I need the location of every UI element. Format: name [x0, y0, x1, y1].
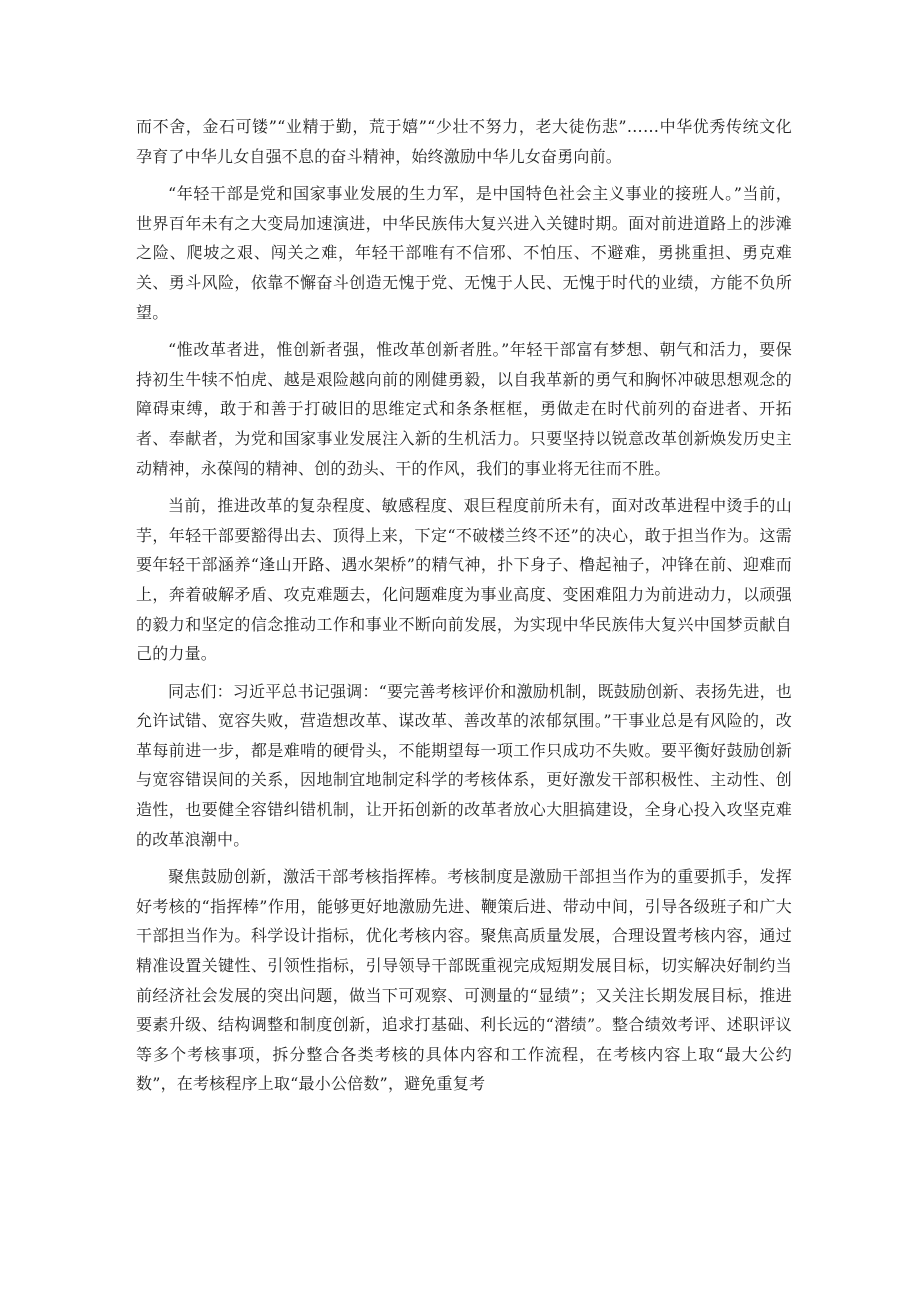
paragraph-5: 同志们：习近平总书记强调：“要完善考核评价和激励机制，既鼓励创新、表扬先进，也允许试错、宽容失败，营造想改革、谋改革、善改革的浓郁氛围。”干事业总是有风险的，改革每前进一步，都是难啃的硬骨头，不能期望每一项工作只成功不失败。要平衡好鼓励创新与宽容错误间的关系，因地制宜地制定科学的考核体系，更好激发干部积极性、主动性、创造性，也要健全容错纠错机制，让开拓创新的改革者放心大胆搞建设，全身心投入攻坚克难的改革浪潮中。 — [136, 681, 792, 849]
paragraph-3: “惟改革者进，惟创新者强，惟改革创新者胜。”年轻干部富有梦想、朝气和活力，要保持初生牛犊不怕虎、越是艰险越向前的刚健勇毅，以自我革新的勇气和胸怀冲破思想观念的障碍束缚，敢于和善于打破旧的思维定式和条条框框，勇做走在时代前列的奋进者、开拓者、奉献者，为党和国家事业发展注入新的生机活力。只要坚持以锐意改革创新焕发历史主动精神，永葆闯的精神、创的劲头、干的作风，我们的事业将无往而不胜。 — [136, 340, 792, 478]
paragraph-4: 当前，推进改革的复杂程度、敏感程度、艰巨程度前所未有，面对改革进程中烫手的山芋，年轻干部要豁得出去、顶得上来，下定“不破楼兰终不还”的决心，敢于担当作为。这需要年轻干部涵养“逢山开路、遇水架桥”的精气神，扑下身子、橹起袖子，冲锋在前、迎难而上，奔着破解矛盾、攻克难题去，化问题难度为事业高度、变困难阻力为前进动力，以顽强的毅力和坚定的信念推动工作和事业不断向前发展，为实现中华民族伟大复兴中国梦贡献自己的力量。 — [136, 496, 792, 664]
paragraph-1: 而不舍，金石可镂”“业精于勤，荒于嬉”“少壮不努力，老大徒伤悲”……中华优秀传统文化孕育了中华儿女自强不息的奋斗精神，始终激励中华儿女奋勇向前。 — [136, 117, 792, 166]
paragraph-2: “年轻干部是党和国家事业发展的生力军，是中国特色社会主义事业的接班人。”当前，世界百年未有之大变局加速演进，中华民族伟大复兴进入关键时期。面对前进道路上的涉滩之险、爬坡之艰、闯关之难，年轻干部唯有不信邪、不怕压、不避难，勇挑重担、勇克难关、勇斗风险，依靠不懈奋斗创造无愧于党、无愧于人民、无愧于时代的业绩，方能不负所望。 — [136, 184, 792, 322]
document-body — [136, 112, 792, 1099]
paragraph-6: 聚焦鼓励创新，激活干部考核指挥棒。考核制度是激励干部担当作为的重要抓手，发挥好考核的“指挥棒”作用，能够更好地激励先进、鞭策后进、带动中间，引导各级班子和广大干部担当作为。科学设计指标，优化考核内容。聚焦高质量发展，合理设置考核内容，通过精准设置关键性、引领性指标，引导领导干部既重视完成短期发展目标，切实解决好制约当前经济社会发展的突出问题，做当下可观察、可测量的“显绩”；又关注长期发展目标，推进要素升级、结构调整和制度创新，追求打基础、利长远的“潜绩”。整合绩效考评、述职评议等多个考核事项，拆分整合各类考核的具体内容和工作流程，在考核内容上取“最大公约数”，在考核程序上取“最小公倍数”，避免重复考 — [136, 867, 792, 1094]
